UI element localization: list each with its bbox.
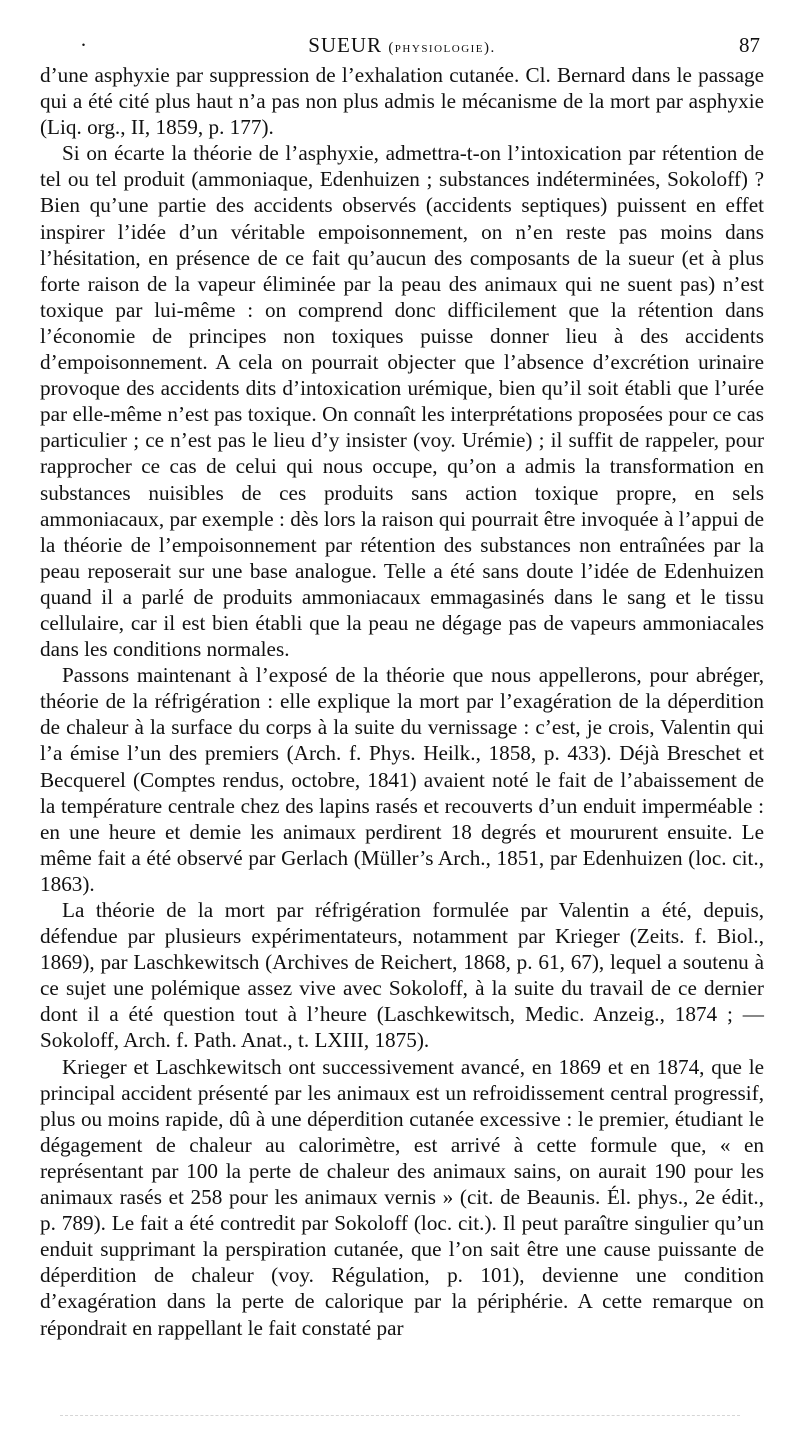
paragraph-1: d’une asphyxie par suppression de l’exhalation cutanée. Cl. Bernard dans le passage qui a été cité plus haut n’a pas non plus admis le mécanisme de la mort par asphyxie (Liq. org., II, 1859, p. 177). <box>40 63 764 140</box>
page-number: 87 <box>739 33 760 57</box>
running-title <box>40 28 764 65</box>
paragraph-5: Krieger et Laschkewitsch ont successivement avancé, en 1869 et en 1874, que le principal accident présenté par les animaux est un refroidissement central progressif, plus ou moins rapide, dû à une déperdition cutanée excessive : le premier, étudiant le dégagement de chaleur au calorimètre, est arrivé à cette formule que, « en représentant par 100 la perte de chaleur des animaux sains, on aurait 190 pour les animaux rasés et 258 pour les animaux vernis » (cit. de Beaunis. Él. phys., 2e édit., p. 789). Le fait a été contredit par Sokoloff (loc. cit.). Il peut paraître singulier qu’un enduit supprimant la perspiration cutanée, que l’on sait être une cause puissante de déperdition de chaleur (voy. Régulation, p. 101), devienne une condition d’exagération dans la perte de calorique par la périphérie. A cette remarque on répondrait en rappellant le fait constaté par <box>40 1054 764 1340</box>
paragraph-4: La théorie de la mort par réfrigération formulée par Valentin a été, depuis, défendue par plusieurs expérimentateurs, notamment par Krieger (Zeits. f. Biol., 1869), par Laschkewitsch (Archives de Reichert, 1868, p. 61, 67), lequel a soutenu à ce sujet une polémique assez vive avec Sokoloff, à la suite du travail de ce dernier dont il a été question tout à l’heure (Laschkewitsch, Medic. Anzeig., 1874 ; — Sokoloff, Arch. f. Path. Anat., t. LXIII, 1875). <box>40 898 764 1053</box>
paragraph-2: Si on écarte la théorie de l’asphyxie, admettra-t-on l’intoxication par rétention de tel ou tel produit (ammoniaque, Edenhuizen ; substances indéterminées, Sokoloff) ? Bien qu’une partie des accidents observés (accidents septiques) puissent en effet inspirer l’idée d’un véritable empoisonnement, on n’en reste pas moins dans l’hésitation, en présence de ce fait qu’aucun des composants de la sueur (et à plus forte raison de la vapeur éliminée par la peau des animaux qui ne suent pas) n’est toxique par lui-même : on comprend donc difficilement que la rétention dans l’économie de principes non toxiques puisse donner lieu à des accidents d’empoisonnement. A cela on pourrait objecter que l’absence d’excrétion urinaire provoque des accidents dits d’intoxication urémique, bien qu’il soit établi que l’urée par elle-même n’est pas toxique. On connaît les interprétations proposées pour ce cas particulier ; ce n’est pas le lieu d’y insister (voy. Urémie) ; il suffit de rappeler, pour rapprocher ce cas de celui qui nous occupe, qu’on a admis la transformation en substances nuisibles de ces produits sans action toxique propre, en sels ammoniacaux, par exemple : dès lors la raison qui pourrait être invoquée à l’appui de la théorie de l’empoisonnement par rétention des substances non entraînées par la peau reposerait sur une base analogue. Telle a été sans doute l’idée de Edenhuizen quand il a parlé de produits ammoniacaux emmagasinés dans le sang et le tissu cellulaire, car il est bien établi que la peau ne dégage pas de vapeurs ammoniacales dans les conditions normales. <box>40 141 764 662</box>
bottom-print-marks <box>60 1415 740 1418</box>
running-title-main: SUEUR <box>308 33 383 57</box>
paragraph-3: Passons maintenant à l’exposé de la théorie que nous appellerons, pour abréger, théorie de la réfrigération : elle explique la mort par l’exagération de la déperdition de chaleur à la surface du corps à la suite du vernissage : c’est, je crois, Valentin qui l’a émise l’un des premiers (Arch. f. Phys. Heilk., 1858, p. 433). Déjà Breschet et Becquerel (Comptes rendus, octobre, 1841) avaient noté le fait de l’abaissement de la température centrale chez des lapins rasés et recouverts d’un enduit imperméable : en une heure et demie les animaux perdirent 18 degrés et moururent ensuite. Le même fait a été observé par Gerlach (Müller’s Arch., 1851, par Edenhuizen (loc. cit., 1863). <box>40 663 764 896</box>
header-mark: · <box>80 33 87 57</box>
running-head <box>40 28 764 62</box>
page-body <box>40 62 764 1341</box>
running-title-sub: (physiologie). <box>388 40 496 56</box>
